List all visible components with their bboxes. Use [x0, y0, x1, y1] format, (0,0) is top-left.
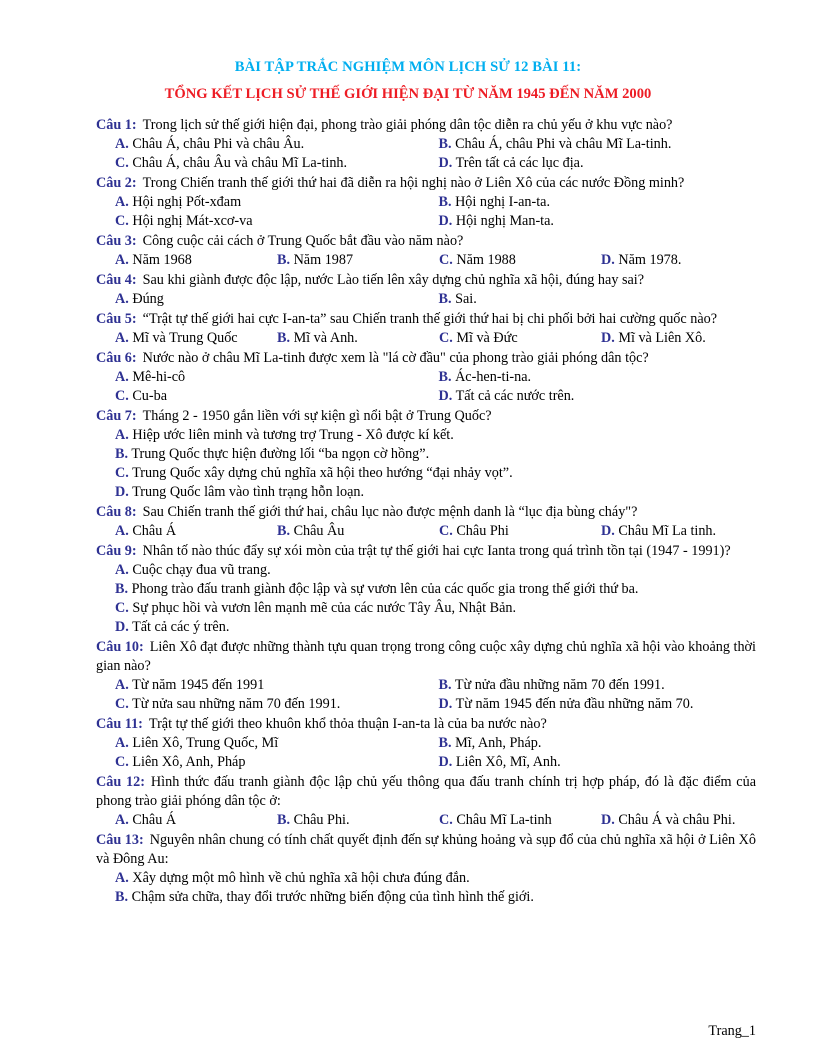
option-text: Sai. [455, 291, 477, 307]
question-6 [96, 349, 756, 406]
question-9 [96, 542, 756, 637]
answer-option [115, 193, 436, 212]
question-stem: Công cuộc cải cách ở Trung Quốc bắt đầu vào năm nào? [142, 233, 464, 249]
answer-option [115, 888, 756, 907]
option-text: Châu Phi. [293, 812, 350, 828]
option-letter: B. [438, 136, 452, 152]
option-text: Châu Á [132, 812, 177, 828]
question-number: Câu 13: [96, 832, 144, 848]
option-letter: B. [277, 252, 291, 268]
option-letter: C. [115, 213, 129, 229]
option-text: Mĩ và Đức [456, 330, 518, 346]
option-text: Năm 1988 [456, 252, 516, 268]
answer-options [96, 522, 756, 541]
question-11 [96, 715, 756, 772]
question-text [96, 715, 756, 734]
question-number: Câu 8: [96, 504, 137, 520]
answer-options [96, 193, 756, 231]
option-letter: C. [439, 330, 453, 346]
option-letter: A. [115, 330, 129, 346]
answer-option [436, 193, 757, 212]
question-number: Câu 1: [96, 117, 137, 133]
answer-option [439, 329, 601, 348]
question-8 [96, 503, 756, 541]
option-text: Trung Quốc lâm vào tình trạng hỗn loạn. [132, 484, 365, 500]
option-text: Trên tất cả các lục địa. [455, 155, 584, 171]
answer-option [439, 522, 601, 541]
option-letter: D. [438, 696, 453, 712]
answer-option [115, 695, 436, 714]
answer-options [96, 329, 756, 348]
option-letter: B. [438, 677, 452, 693]
option-text: Châu Á, châu Phi và châu Mĩ La-tinh. [455, 136, 672, 152]
question-text [96, 831, 756, 869]
option-text: Châu Âu [293, 523, 345, 539]
question-stem: Trong Chiến tranh thế giới thứ hai đã diễn ra hội nghị nào ở Liên Xô của các nước Đồng minh? [142, 175, 685, 191]
option-text: Phong trào đấu tranh giành độc lập và sự vươn lên của các quốc gia trong thế giới thứ ba. [131, 581, 639, 597]
question-text [96, 773, 756, 811]
option-text: Hội nghị Mát-xcơ-va [132, 213, 253, 229]
option-text: Châu Á, châu Phi và châu Âu. [132, 136, 305, 152]
option-text: Hội nghị I-an-ta. [455, 194, 551, 210]
option-letter: A. [115, 252, 129, 268]
question-7 [96, 407, 756, 502]
option-letter: C. [115, 388, 129, 404]
question-list [96, 116, 756, 908]
question-number: Câu 5: [96, 311, 137, 327]
option-letter: B. [438, 194, 452, 210]
document-subtitle: TỔNG KẾT LỊCH SỬ THẾ GIỚI HIỆN ĐẠI TỪ NĂM 1945 ĐẾN NĂM 2000 [164, 86, 652, 102]
option-letter: B. [438, 291, 452, 307]
option-text: Xây dựng một mô hình về chủ nghĩa xã hội chưa đúng đắn. [132, 870, 470, 886]
option-letter: A. [115, 677, 129, 693]
question-stem: Nhân tố nào thúc đẩy sự xói mòn của trật tự thế giới hai cực Ianta trong quá trình tồn tại (1947 - 1991)? [142, 543, 731, 559]
question-stem: “Trật tự thế giới hai cực I-an-ta” sau Chiến tranh thế giới thứ hai bị chi phối bởi hai cường quốc nào? [142, 311, 718, 327]
answer-option [115, 753, 436, 772]
option-letter: A. [115, 812, 129, 828]
answer-option [436, 154, 757, 173]
question-text [96, 174, 756, 193]
question-text [96, 349, 756, 368]
question-stem: Trật tự thế giới theo khuôn khổ thỏa thuận I-an-ta là của ba nước nào? [148, 716, 547, 732]
question-text [96, 116, 756, 135]
answer-option [115, 212, 436, 231]
answer-options [96, 135, 756, 173]
answer-option [277, 251, 439, 270]
answer-options [96, 368, 756, 406]
answer-option [601, 811, 735, 830]
option-text: Mĩ và Liên Xô. [618, 330, 706, 346]
option-letter: A. [115, 735, 129, 751]
option-text: Mĩ và Anh. [293, 330, 358, 346]
option-letter: A. [115, 427, 129, 443]
page-number: Trang_1 [708, 1023, 756, 1039]
option-letter: C. [439, 523, 453, 539]
option-letter: A. [115, 369, 129, 385]
answer-options [96, 290, 756, 309]
option-letter: D. [438, 388, 453, 404]
answer-option [115, 561, 756, 580]
answer-option [436, 135, 757, 154]
option-text: Châu Á [132, 523, 177, 539]
question-text [96, 232, 756, 251]
option-letter: D. [601, 812, 615, 828]
answer-option [115, 251, 277, 270]
option-letter: D. [601, 330, 615, 346]
option-letter: D. [601, 523, 615, 539]
answer-option [115, 869, 756, 888]
option-text: Liên Xô, Mĩ, Anh. [455, 754, 561, 770]
answer-option [601, 251, 681, 270]
answer-options [96, 561, 756, 637]
option-letter: B. [115, 446, 129, 462]
option-letter: D. [438, 155, 453, 171]
question-number: Câu 11: [96, 716, 143, 732]
option-text: Tất cả các ý trên. [132, 619, 230, 635]
answer-option [436, 695, 757, 714]
answer-option [277, 522, 439, 541]
answer-option [115, 135, 436, 154]
option-text: Tất cả các nước trên. [455, 388, 575, 404]
question-number: Câu 6: [96, 350, 137, 366]
option-letter: C. [439, 812, 453, 828]
answer-option [115, 290, 436, 309]
answer-option [115, 368, 436, 387]
option-text: Châu Phi [456, 523, 509, 539]
answer-option [115, 387, 436, 406]
answer-option [436, 676, 757, 695]
option-text: Ác-hen-ti-na. [455, 369, 532, 385]
question-number: Câu 3: [96, 233, 137, 249]
answer-options [96, 869, 756, 907]
option-text: Hiệp ước liên minh và tương trợ Trung - Xô được kí kết. [132, 427, 454, 443]
question-stem: Nước nào ở châu Mĩ La-tinh được xem là "lá cờ đầu" của phong trào giải phóng dân tộc? [142, 350, 649, 366]
answer-option [115, 599, 756, 618]
option-letter: B. [277, 330, 291, 346]
answer-option [601, 522, 716, 541]
answer-option [115, 329, 277, 348]
question-number: Câu 12: [96, 774, 145, 790]
option-letter: B. [438, 735, 452, 751]
option-letter: D. [438, 213, 453, 229]
question-stem: Hình thức đấu tranh giành độc lập chủ yếu thông qua đấu tranh chính trị hợp pháp, đó là đặc điểm của phong trào giải phóng dân tộc ở: [96, 774, 756, 809]
option-letter: B. [277, 812, 291, 828]
answer-option [436, 290, 757, 309]
option-text: Hội nghị Man-ta. [455, 213, 554, 229]
answer-option [436, 368, 757, 387]
option-text: Mĩ, Anh, Pháp. [455, 735, 542, 751]
option-letter: D. [115, 619, 129, 635]
answer-option [115, 734, 436, 753]
answer-options [96, 251, 756, 270]
answer-option [115, 522, 277, 541]
option-letter: B. [115, 889, 129, 905]
answer-option [115, 426, 756, 445]
answer-options [96, 811, 756, 830]
question-5 [96, 310, 756, 348]
option-letter: A. [115, 870, 129, 886]
option-text: Năm 1978. [618, 252, 682, 268]
option-letter: B. [115, 581, 129, 597]
answer-option [115, 618, 756, 637]
question-text [96, 407, 756, 426]
question-stem: Liên Xô đạt được những thành tựu quan trọng trong công cuộc xây dựng chủ nghĩa xã hội vào khoảng thời gian nào? [96, 639, 756, 674]
option-letter: C. [439, 252, 453, 268]
option-text: Trung Quốc thực hiện đường lối “ba ngọn cờ hồng”. [131, 446, 430, 462]
question-number: Câu 4: [96, 272, 137, 288]
option-letter: A. [115, 136, 129, 152]
document-title: BÀI TẬP TRẮC NGHIỆM MÔN LỊCH SỬ 12 BÀI 11: [234, 59, 582, 75]
option-letter: A. [115, 291, 129, 307]
answer-options [96, 734, 756, 772]
option-letter: B. [277, 523, 291, 539]
question-stem: Trong lịch sử thế giới hiện đại, phong trào giải phóng dân tộc diễn ra chủ yếu ở khu vực nào? [142, 117, 673, 133]
option-letter: C. [115, 696, 129, 712]
question-number: Câu 10: [96, 639, 144, 655]
question-13 [96, 831, 756, 907]
answer-options [96, 676, 756, 714]
question-2 [96, 174, 756, 231]
option-text: Trung Quốc xây dựng chủ nghĩa xã hội theo hướng “đại nhảy vọt”. [132, 465, 513, 481]
answer-option [115, 811, 277, 830]
question-1 [96, 116, 756, 173]
answer-option [115, 154, 436, 173]
option-text: Từ nửa đầu những năm 70 đến 1991. [454, 677, 665, 693]
answer-option [115, 483, 756, 502]
answer-option [277, 329, 439, 348]
question-12 [96, 773, 756, 830]
answer-option [115, 580, 756, 599]
option-text: Năm 1968 [132, 252, 192, 268]
option-letter: A. [115, 562, 129, 578]
option-letter: C. [115, 600, 129, 616]
option-text: Châu Mĩ La-tinh [456, 812, 552, 828]
option-letter: C. [115, 465, 129, 481]
option-letter: B. [438, 369, 452, 385]
option-letter: A. [115, 194, 129, 210]
answer-option [436, 753, 757, 772]
question-number: Câu 9: [96, 543, 137, 559]
answer-option [436, 734, 757, 753]
option-text: Cu-ba [132, 388, 168, 404]
answer-option [436, 387, 757, 406]
option-text: Sự phục hồi và vươn lên mạnh mẽ của các nước Tây Âu, Nhật Bản. [132, 600, 517, 616]
option-text: Từ năm 1945 đến nửa đầu những năm 70. [455, 696, 694, 712]
answer-option [439, 251, 601, 270]
answer-option [439, 811, 601, 830]
option-text: Hội nghị Pốt-xđam [132, 194, 242, 210]
option-text: Châu Á và châu Phi. [618, 812, 736, 828]
question-number: Câu 2: [96, 175, 137, 191]
option-letter: C. [115, 155, 129, 171]
question-text [96, 310, 756, 329]
option-text: Đúng [132, 291, 164, 307]
option-text: Mê-hi-cô [132, 369, 186, 385]
question-text [96, 542, 756, 561]
question-text [96, 271, 756, 290]
question-text [96, 503, 756, 522]
option-text: Châu Á, châu Âu và châu Mĩ La-tinh. [132, 155, 348, 171]
option-text: Từ nửa sau những năm 70 đến 1991. [132, 696, 341, 712]
question-number: Câu 7: [96, 408, 137, 424]
option-text: Mĩ và Trung Quốc [132, 330, 238, 346]
option-letter: D. [115, 484, 129, 500]
answer-option [115, 676, 436, 695]
answer-option [115, 445, 756, 464]
answer-option [436, 212, 757, 231]
answer-option [115, 464, 756, 483]
option-letter: C. [115, 754, 129, 770]
option-letter: D. [438, 754, 453, 770]
question-stem: Sau khi giành được độc lập, nước Lào tiến lên xây dựng chủ nghĩa xã hội, đúng hay sai? [142, 272, 645, 288]
option-letter: A. [115, 523, 129, 539]
answer-option [277, 811, 439, 830]
option-text: Chậm sửa chữa, thay đổi trước những biến động của tình hình thế giới. [131, 889, 534, 905]
option-letter: D. [601, 252, 615, 268]
option-text: Từ năm 1945 đến 1991 [132, 677, 265, 693]
answer-options [96, 426, 756, 502]
question-stem: Tháng 2 - 1950 gắn liền với sự kiện gì nổi bật ở Trung Quốc? [142, 408, 492, 424]
question-4 [96, 271, 756, 309]
question-3 [96, 232, 756, 270]
question-stem: Nguyên nhân chung có tính chất quyết định đến sự khủng hoảng và sụp đổ của chủ nghĩa xã hội ở Liên Xô và Đông Au: [96, 832, 756, 867]
option-text: Năm 1987 [293, 252, 354, 268]
option-text: Liên Xô, Trung Quốc, Mĩ [132, 735, 279, 751]
question-10 [96, 638, 756, 714]
option-text: Liên Xô, Anh, Pháp [132, 754, 246, 770]
answer-option [601, 329, 706, 348]
option-text: Châu Mĩ La tinh. [618, 523, 717, 539]
option-text: Cuộc chạy đua vũ trang. [132, 562, 271, 578]
question-text [96, 638, 756, 676]
question-stem: Sau Chiến tranh thế giới thứ hai, châu lục nào được mệnh danh là “lục địa bùng cháy"? [142, 504, 638, 520]
